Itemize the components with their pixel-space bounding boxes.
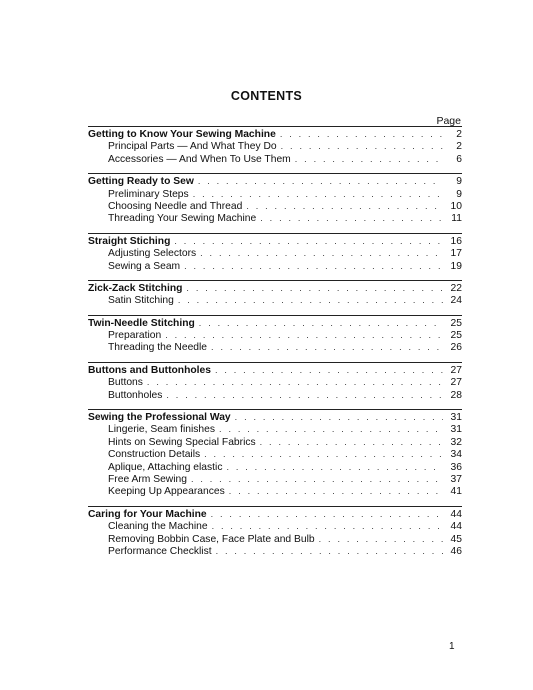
section-page-number: 2 <box>456 129 462 140</box>
entry-label: Lingerie, Seam finishes <box>108 424 216 436</box>
toc-entry <box>88 188 462 200</box>
entry-page-number: 26 <box>450 342 462 354</box>
entry-page-number: 9 <box>456 188 462 200</box>
toc-section-heading <box>88 128 462 140</box>
page-title: CONTENTS <box>230 89 303 103</box>
dot-leader <box>226 461 443 473</box>
dot-leader <box>200 247 443 259</box>
toc-entry <box>88 329 462 341</box>
entry-label: Free Arm Sewing <box>108 473 187 485</box>
toc-entry <box>88 520 462 532</box>
entry-page-number: 11 <box>451 213 462 225</box>
toc-section-twin-needle-stitching <box>88 315 462 354</box>
section-page-number: 25 <box>450 317 462 329</box>
dot-leader <box>204 448 443 460</box>
toc-section-heading <box>88 235 462 247</box>
entry-label: Preparation <box>108 330 162 342</box>
toc-section-zick-zack-stitching <box>88 280 462 307</box>
entry-label: Performance Checklist <box>108 545 212 557</box>
dot-leader <box>211 341 443 353</box>
toc-section-caring-for-your-machine <box>88 506 462 558</box>
dot-leader <box>235 411 443 423</box>
entry-label: Adjusting Selectors <box>108 248 197 260</box>
toc-entry <box>88 473 462 485</box>
section-heading-label: Sewing the Professional Way <box>88 412 231 424</box>
entry-label: Sewing a Seam <box>108 260 181 272</box>
entry-label: Satin Stitching <box>108 295 174 307</box>
dot-leader <box>186 282 443 294</box>
toc-section-heading <box>88 411 462 423</box>
dot-leader <box>165 329 443 341</box>
entry-page-number: 36 <box>450 461 462 473</box>
entry-page-number: 27 <box>450 377 462 389</box>
toc-section-heading <box>88 282 462 294</box>
toc-entry <box>88 485 462 497</box>
entry-page-number: 10 <box>450 200 462 212</box>
section-page-number: 31 <box>450 412 462 424</box>
entry-label: Cleaning the Machine <box>108 521 208 533</box>
section-page-number: 44 <box>450 508 462 520</box>
dot-leader <box>174 235 443 247</box>
entry-page-number: 19 <box>450 260 462 272</box>
dot-leader <box>281 140 443 152</box>
toc-entry <box>88 247 462 259</box>
dot-leader <box>229 485 443 497</box>
section-page-number: 27 <box>450 364 462 376</box>
entry-page-number: 34 <box>450 449 462 461</box>
entry-label: Principal Parts — And What They Do <box>108 141 277 153</box>
table-of-contents <box>88 126 462 565</box>
section-heading-label: Buttons and Buttonholes <box>88 364 211 376</box>
section-page-number: 9 <box>456 176 462 188</box>
entry-label: Threading the Needle <box>108 342 208 354</box>
toc-entry <box>88 153 462 165</box>
toc-entry <box>88 260 462 272</box>
entry-page-number: 2 <box>456 141 462 153</box>
toc-entry <box>88 545 462 557</box>
entry-label: Hints on Sewing Special Fabrics <box>108 436 256 448</box>
entry-page-number: 6 <box>456 153 462 165</box>
toc-entry <box>88 448 462 460</box>
toc-section-heading <box>88 364 462 376</box>
section-page-number: 22 <box>450 282 462 294</box>
entry-page-number: 28 <box>450 389 462 401</box>
section-heading-label: Getting to Know Your Sewing Machine <box>88 129 276 140</box>
section-page-number: 16 <box>450 235 462 247</box>
entry-page-number: 41 <box>450 486 462 498</box>
dot-leader <box>219 423 443 435</box>
toc-section-buttons-and-buttonholes <box>88 362 462 401</box>
dot-leader <box>260 212 443 224</box>
dot-leader <box>198 175 443 187</box>
dot-leader <box>215 364 443 376</box>
entry-label: Aplique, Attaching elastic <box>108 461 223 473</box>
dot-leader <box>216 545 443 557</box>
entry-label: Keeping Up Appearances <box>108 486 225 498</box>
entry-page-number: 37 <box>450 473 462 485</box>
dot-leader <box>191 473 443 485</box>
toc-entry <box>88 140 462 152</box>
dot-leader <box>280 128 443 140</box>
toc-entry <box>88 200 462 212</box>
entry-page-number: 31 <box>450 424 462 436</box>
dot-leader <box>211 508 443 520</box>
toc-entry <box>88 461 462 473</box>
toc-entry <box>88 212 462 224</box>
entry-label: Accessories — And When To Use Them <box>108 153 291 165</box>
section-heading-label: Straight Stiching <box>88 235 171 247</box>
toc-entry <box>88 423 462 435</box>
entry-page-number: 32 <box>450 436 462 448</box>
toc-section-heading <box>88 508 462 520</box>
toc-section-getting-to-know-your-sewing-machine <box>88 126 462 165</box>
entry-label: Buttonholes <box>108 389 163 401</box>
dot-leader <box>246 200 443 212</box>
dot-leader <box>199 317 443 329</box>
toc-section-sewing-the-professional-way <box>88 409 462 498</box>
dot-leader <box>193 188 443 200</box>
dot-leader <box>212 520 443 532</box>
entry-page-number: 25 <box>450 330 462 342</box>
page-number: 1 <box>449 641 455 652</box>
toc-section-heading <box>88 175 462 187</box>
toc-section-heading <box>88 317 462 329</box>
page-column-header: Page <box>436 115 461 127</box>
entry-label: Threading Your Sewing Machine <box>108 213 257 225</box>
entry-label: Buttons <box>108 377 143 389</box>
dot-leader <box>319 533 443 545</box>
dot-leader <box>295 153 443 165</box>
entry-page-number: 45 <box>450 533 462 545</box>
toc-section-getting-ready-to-sew <box>88 173 462 225</box>
dot-leader <box>260 436 443 448</box>
toc-entry <box>88 341 462 353</box>
entry-label: Choosing Needle and Thread <box>108 200 243 212</box>
toc-entry <box>88 436 462 448</box>
entry-page-number: 24 <box>450 295 462 307</box>
toc-entry <box>88 376 462 388</box>
toc-entry <box>88 533 462 545</box>
entry-page-number: 17 <box>450 248 462 260</box>
entry-label: Removing Bobbin Case, Face Plate and Bulb <box>108 533 315 545</box>
entry-label: Preliminary Steps <box>108 188 189 200</box>
entry-label: Construction Details <box>108 449 201 461</box>
section-heading-label: Zick-Zack Stitching <box>88 282 183 294</box>
entry-page-number: 44 <box>450 521 462 533</box>
toc-entry <box>88 294 462 306</box>
dot-leader <box>178 294 443 306</box>
entry-page-number: 46 <box>450 545 462 557</box>
toc-section-straight-stiching <box>88 233 462 272</box>
dot-leader <box>166 389 443 401</box>
dot-leader <box>184 260 443 272</box>
section-heading-label: Caring for Your Machine <box>88 508 207 520</box>
section-heading-label: Getting Ready to Sew <box>88 176 194 188</box>
dot-leader <box>147 376 443 388</box>
section-heading-label: Twin-Needle Stitching <box>88 317 195 329</box>
toc-entry <box>88 389 462 401</box>
